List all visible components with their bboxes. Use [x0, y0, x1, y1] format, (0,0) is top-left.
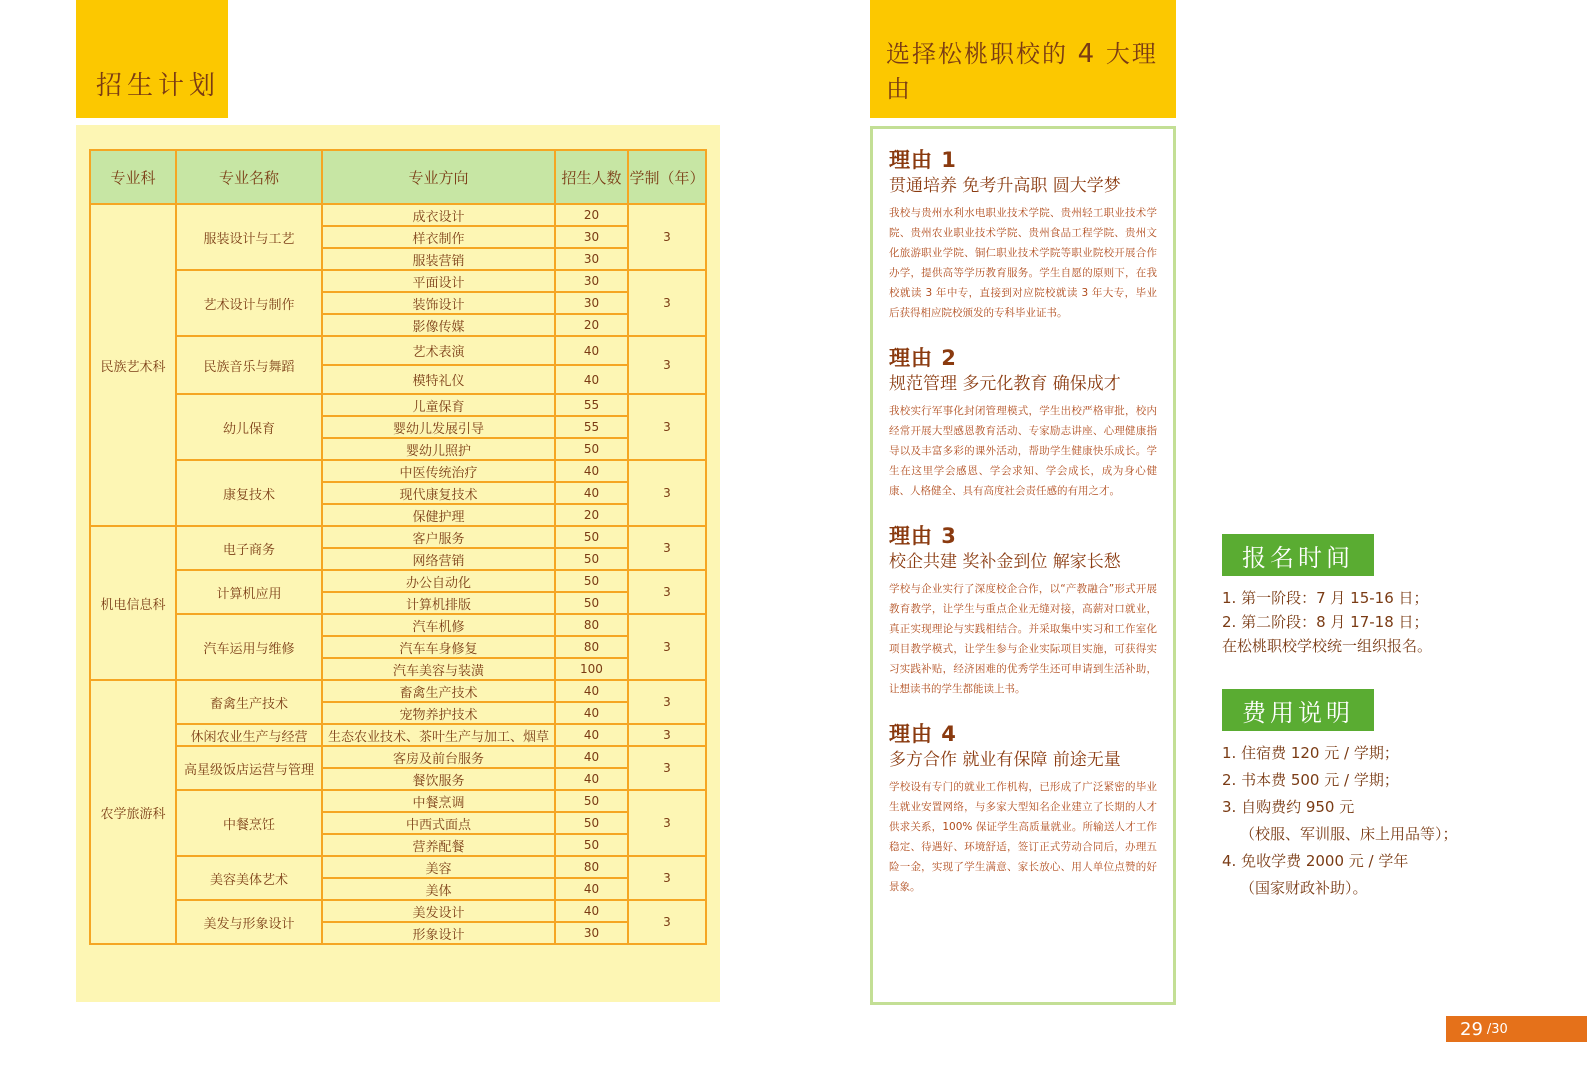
- years-cell: 3: [628, 394, 706, 460]
- page-total: /30: [1486, 1021, 1508, 1037]
- fee-item: 1. 住宿费 120 元 / 学期；: [1222, 744, 1399, 762]
- count-cell: 40: [555, 482, 628, 504]
- signup-title: 报名时间: [1222, 534, 1374, 576]
- count-cell: 55: [555, 394, 628, 416]
- department-cell: 机电信息科: [90, 526, 176, 680]
- reasons-box: [870, 126, 1176, 1005]
- page-number-badge: [1446, 1016, 1587, 1042]
- header-years: 学制（年）: [628, 150, 706, 204]
- signup-list: [1222, 586, 1432, 658]
- reason-body: 学校设有专门的就业工作机构，已形成了广泛紧密的毕业生就业安置网络，与多家大型知名企业建立了长期的人才供求关系，100% 保证学生高质量就业。所输送人才工作稳定、待遇好、环境舒适，签订正式劳动合同后，办理五险一金，实现了学生满意、家长放心、用人单位点赞的好景象。: [889, 781, 1157, 893]
- direction-cell: 美体: [322, 878, 555, 900]
- direction-cell: 装饰设计: [322, 292, 555, 314]
- years-cell: 3: [628, 680, 706, 724]
- direction-cell: 影像传媒: [322, 314, 555, 336]
- table-row: [90, 746, 706, 768]
- count-cell: 40: [555, 900, 628, 922]
- count-cell: 30: [555, 226, 628, 248]
- count-cell: 40: [555, 878, 628, 900]
- count-cell: 20: [555, 204, 628, 226]
- major-cell: 汽车运用与维修: [176, 614, 322, 680]
- reason-subtitle: 贯通培养 免考升高职 圆大学梦: [889, 176, 1121, 196]
- count-cell: 100: [555, 658, 628, 680]
- count-cell: 40: [555, 460, 628, 482]
- table-row: [90, 614, 706, 636]
- table-row: [90, 526, 706, 548]
- table-row: [90, 204, 706, 226]
- years-cell: 3: [628, 900, 706, 944]
- direction-cell: 网络营销: [322, 548, 555, 570]
- reason-body: 学校与企业实行了深度校企合作，以“产教融合”形式开展教育教学，让学生与重点企业无缝对接，高薪对口就业，真正实现理论与实践相结合。并采取集中实习和工作室化项目教学模式，让学生参与企业实际项目实施，可获得实习实践补贴，经济困难的优秀学生还可申请到生活补助，让想读书的学生都能读上书。: [889, 583, 1157, 695]
- years-cell: 3: [628, 746, 706, 790]
- signup-item: 2. 第二阶段：8 月 17-18 日；: [1222, 613, 1429, 631]
- fee-item: （校服、军训服、床上用品等）；: [1240, 825, 1458, 843]
- major-cell: 美容美体艺术: [176, 856, 322, 900]
- count-cell: 30: [555, 248, 628, 270]
- table-body: [90, 204, 706, 944]
- count-cell: 40: [555, 746, 628, 768]
- direction-cell: 形象设计: [322, 922, 555, 944]
- direction-cell: 客房及前台服务: [322, 746, 555, 768]
- major-cell: 中餐烹饪: [176, 790, 322, 856]
- direction-cell: 办公自动化: [322, 570, 555, 592]
- major-cell: 畜禽生产技术: [176, 680, 322, 724]
- count-cell: 40: [555, 365, 628, 394]
- direction-cell: 美发设计: [322, 900, 555, 922]
- major-cell: 民族音乐与舞蹈: [176, 336, 322, 394]
- count-cell: 50: [555, 526, 628, 548]
- direction-cell: 汽车美容与装潢: [322, 658, 555, 680]
- reasons-title-post: 大理由: [886, 40, 1158, 103]
- count-cell: 30: [555, 270, 628, 292]
- major-cell: 休闲农业生产与经营: [176, 724, 322, 746]
- direction-cell: 餐饮服务: [322, 768, 555, 790]
- fees-title: 费用说明: [1222, 689, 1374, 731]
- direction-cell: 婴幼儿发展引导: [322, 416, 555, 438]
- direction-cell: 汽车车身修复: [322, 636, 555, 658]
- direction-cell: 艺术表演: [322, 336, 555, 365]
- major-cell: 艺术设计与制作: [176, 270, 322, 336]
- count-cell: 50: [555, 592, 628, 614]
- reason-title: 理由 2: [889, 346, 957, 370]
- signup-item: 1. 第一阶段：7 月 15-16 日；: [1222, 589, 1429, 607]
- direction-cell: 成衣设计: [322, 204, 555, 226]
- direction-cell: 儿童保育: [322, 394, 555, 416]
- years-cell: 3: [628, 614, 706, 680]
- count-cell: 20: [555, 314, 628, 336]
- direction-cell: 生态农业技术、茶叶生产与加工、烟草: [322, 724, 555, 746]
- table-row: [90, 270, 706, 292]
- header-count: 招生人数: [555, 150, 628, 204]
- reason-title: 理由 1: [889, 148, 957, 172]
- reason-title: 理由 3: [889, 524, 957, 548]
- count-cell: 40: [555, 724, 628, 746]
- table-row: [90, 856, 706, 878]
- years-cell: 3: [628, 856, 706, 900]
- years-cell: 3: [628, 724, 706, 746]
- count-cell: 40: [555, 768, 628, 790]
- section-title: 招生计划: [96, 71, 221, 101]
- signup-item: 在松桃职校学校统一组织报名。: [1222, 637, 1433, 655]
- table-row: [90, 724, 706, 746]
- fee-item: 2. 书本费 500 元 / 学期；: [1222, 771, 1399, 789]
- direction-cell: 汽车机修: [322, 614, 555, 636]
- fee-item: 3. 自购费约 950 元: [1222, 798, 1355, 816]
- direction-cell: 美容: [322, 856, 555, 878]
- table-row: [90, 460, 706, 482]
- count-cell: 40: [555, 680, 628, 702]
- years-cell: 3: [628, 204, 706, 270]
- enrollment-plan-panel: [76, 125, 720, 1002]
- major-cell: 计算机应用: [176, 570, 322, 614]
- page-current: 29: [1460, 1018, 1483, 1040]
- direction-cell: 服装营销: [322, 248, 555, 270]
- direction-cell: 中医传统治疗: [322, 460, 555, 482]
- table-row: [90, 336, 706, 365]
- reason-subtitle: 规范管理 多元化教育 确保成才: [889, 374, 1121, 394]
- count-cell: 20: [555, 504, 628, 526]
- years-cell: 3: [628, 270, 706, 336]
- years-cell: 3: [628, 790, 706, 856]
- table-row: [90, 570, 706, 592]
- department-cell: 民族艺术科: [90, 204, 176, 526]
- count-cell: 50: [555, 438, 628, 460]
- count-cell: 50: [555, 570, 628, 592]
- years-cell: 3: [628, 526, 706, 570]
- reason-2: [889, 345, 1157, 501]
- reason-title: 理由 4: [889, 722, 957, 746]
- header-major: 专业名称: [176, 150, 322, 204]
- table-row: [90, 900, 706, 922]
- count-cell: 55: [555, 416, 628, 438]
- reasons-title-pre: 选择松桃职校的: [886, 40, 1068, 68]
- fee-item: （国家财政补助）。: [1240, 879, 1368, 897]
- reasons-title-tab: [870, 0, 1176, 118]
- major-cell: 电子商务: [176, 526, 322, 570]
- direction-cell: 现代康复技术: [322, 482, 555, 504]
- fee-item: 4. 免收学费 2000 元 / 学年: [1222, 852, 1409, 870]
- count-cell: 30: [555, 292, 628, 314]
- count-cell: 50: [555, 834, 628, 856]
- department-cell: 农学旅游科: [90, 680, 176, 944]
- major-cell: 服装设计与工艺: [176, 204, 322, 270]
- major-cell: 高星级饭店运营与管理: [176, 746, 322, 790]
- count-cell: 50: [555, 548, 628, 570]
- count-cell: 40: [555, 702, 628, 724]
- direction-cell: 计算机排版: [322, 592, 555, 614]
- count-cell: 40: [555, 336, 628, 365]
- fees-list: [1222, 740, 1458, 902]
- direction-cell: 畜禽生产技术: [322, 680, 555, 702]
- direction-cell: 宠物养护技术: [322, 702, 555, 724]
- section-title-tab: [76, 0, 228, 118]
- count-cell: 80: [555, 614, 628, 636]
- direction-cell: 平面设计: [322, 270, 555, 292]
- reason-3: [889, 523, 1157, 699]
- count-cell: 50: [555, 790, 628, 812]
- years-cell: 3: [628, 336, 706, 394]
- count-cell: 30: [555, 922, 628, 944]
- direction-cell: 婴幼儿照护: [322, 438, 555, 460]
- header-direction: 专业方向: [322, 150, 555, 204]
- reason-body: 我校实行军事化封闭管理模式，学生出校严格审批，校内经常开展大型感恩教育活动、专家励志讲座、心理健康指导以及丰富多彩的课外活动，帮助学生健康快乐成长。学生在这里学会感恩、学会求知、学会成长，成为身心健康、人格健全、具有高度社会责任感的有用之才。: [889, 405, 1157, 497]
- major-cell: 幼儿保育: [176, 394, 322, 460]
- header-department: 专业科: [90, 150, 176, 204]
- direction-cell: 保健护理: [322, 504, 555, 526]
- direction-cell: 中餐烹调: [322, 790, 555, 812]
- years-cell: 3: [628, 570, 706, 614]
- major-cell: 康复技术: [176, 460, 322, 526]
- count-cell: 50: [555, 812, 628, 834]
- reason-body: 我校与贵州水利水电职业技术学院、贵州轻工职业技术学院、贵州农业职业技术学院、贵州食品工程学院、贵州文化旅游职业学院、铜仁职业技术学院等职业院校开展合作办学，提供高等学历教育服务。学生自愿的原则下，在我校就读 3 年中专，直接到对应院校就读 3 年大专，毕业后获得相应院校颁发的专科毕业证书。: [889, 207, 1157, 319]
- enrollment-plan-table: [89, 149, 707, 945]
- reasons-title: [886, 34, 1176, 104]
- table-row: [90, 680, 706, 702]
- reason-4: [889, 721, 1157, 897]
- table-row: [90, 394, 706, 416]
- table-header-row: [90, 150, 706, 204]
- count-cell: 80: [555, 636, 628, 658]
- direction-cell: 中西式面点: [322, 812, 555, 834]
- years-cell: 3: [628, 460, 706, 526]
- direction-cell: 营养配餐: [322, 834, 555, 856]
- major-cell: 美发与形象设计: [176, 900, 322, 944]
- reason-1: [889, 147, 1157, 323]
- reasons-title-num: 4: [1077, 39, 1097, 69]
- direction-cell: 样衣制作: [322, 226, 555, 248]
- reason-subtitle: 校企共建 奖补金到位 解家长愁: [889, 552, 1121, 572]
- direction-cell: 模特礼仪: [322, 365, 555, 394]
- direction-cell: 客户服务: [322, 526, 555, 548]
- reason-subtitle: 多方合作 就业有保障 前途无量: [889, 750, 1121, 770]
- table-row: [90, 790, 706, 812]
- count-cell: 80: [555, 856, 628, 878]
